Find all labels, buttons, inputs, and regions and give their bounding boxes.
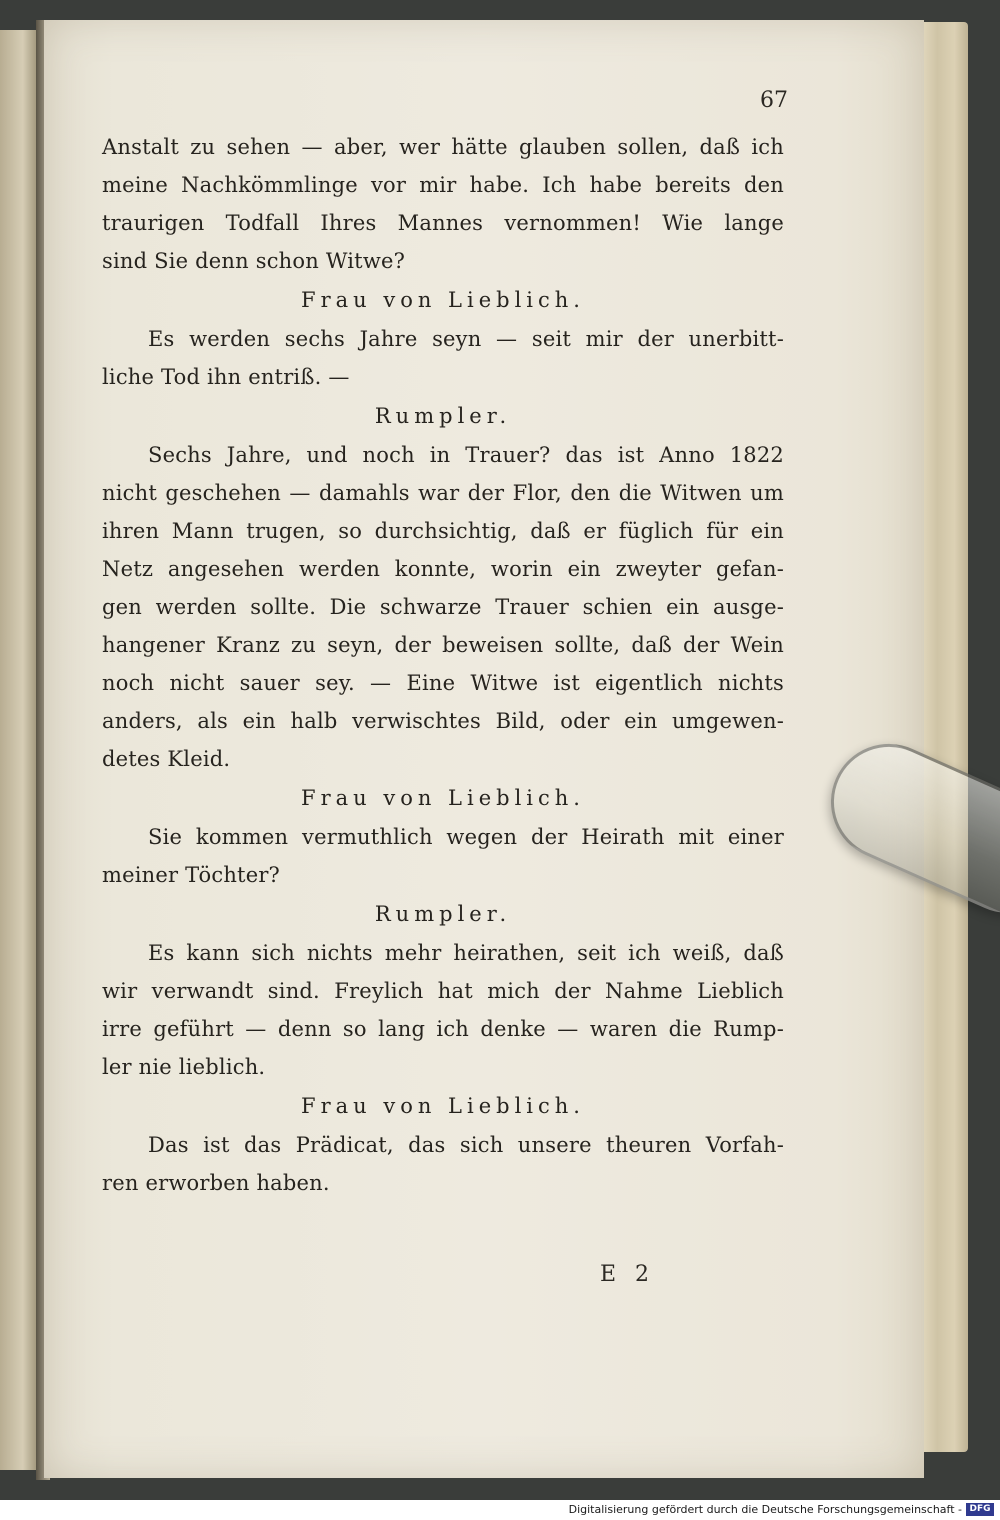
footer-bar bbox=[0, 1500, 1000, 1520]
speaker-heading: Rumpler. bbox=[374, 902, 512, 926]
text-line: Sechs Jahre, und noch in Trauer? das ist Anno 1822 bbox=[148, 443, 784, 467]
left-facing-page bbox=[0, 30, 38, 1470]
text-line: ihren Mann trugen, so durchsichtig, daß er füglich für ein bbox=[102, 519, 784, 543]
text-line: anders, als ein halb verwischtes Bild, oder ein umgewen- bbox=[102, 709, 784, 733]
text-line: sind Sie denn schon Witwe? bbox=[102, 249, 406, 273]
text-line: Es werden sechs Jahre seyn — seit mir der unerbitt- bbox=[148, 327, 784, 351]
text-line: Sie kommen vermuthlich wegen der Heirath mit einer bbox=[148, 825, 784, 849]
speaker-heading: Rumpler. bbox=[374, 404, 512, 428]
speaker-heading: Frau von Lieblich. bbox=[301, 288, 585, 312]
text-line: nicht geschehen — damahls war der Flor, den die Witwen um bbox=[102, 481, 784, 505]
speaker-heading: Frau von Lieblich. bbox=[301, 786, 585, 810]
text-line: Das ist das Prädicat, das sich unsere theuren Vorfah- bbox=[148, 1133, 784, 1157]
text-line: hangener Kranz zu seyn, der beweisen sollte, daß der Wein bbox=[102, 633, 784, 657]
dfg-logo-icon[interactable]: DFG bbox=[966, 1503, 994, 1516]
text-line: noch nicht sauer sey. — Eine Witwe ist eigentlich nichts bbox=[102, 671, 784, 695]
text-line: wir verwandt sind. Freylich hat mich der Nahme Lieblich bbox=[102, 979, 784, 1003]
text-line: Anstalt zu sehen — aber, wer hätte glauben sollen, daß ich bbox=[102, 135, 784, 159]
text-line: liche Tod ihn entriß. — bbox=[102, 365, 350, 389]
text-line: meine Nachkömmlinge vor mir habe. Ich habe bereits den bbox=[102, 173, 784, 197]
funding-credit: Digitalisierung gefördert durch die Deutsche Forschungsgemeinschaft - bbox=[568, 1503, 962, 1516]
text-line: ren erworben haben. bbox=[102, 1171, 330, 1195]
page-text-block bbox=[102, 128, 784, 1202]
text-line: meiner Töchter? bbox=[102, 863, 281, 887]
page-number: 67 bbox=[760, 88, 788, 113]
speaker-heading: Frau von Lieblich. bbox=[301, 1094, 585, 1118]
text-line: irre geführt — denn so lang ich denke — waren die Rump- bbox=[102, 1017, 784, 1041]
text-line: traurigen Todfall Ihres Mannes vernommen! Wie lange bbox=[102, 211, 784, 235]
text-line: Netz angesehen werden konnte, worin ein zweyter gefan- bbox=[102, 557, 784, 581]
text-line: ler nie lieblich. bbox=[102, 1055, 266, 1079]
text-line: detes Kleid. bbox=[102, 747, 231, 771]
printer-signature: E 2 bbox=[600, 1262, 656, 1287]
text-line: Es kann sich nichts mehr heirathen, seit ich weiß, daß bbox=[148, 941, 784, 965]
text-line: gen werden sollte. Die schwarze Trauer schien ein ausge- bbox=[102, 595, 784, 619]
